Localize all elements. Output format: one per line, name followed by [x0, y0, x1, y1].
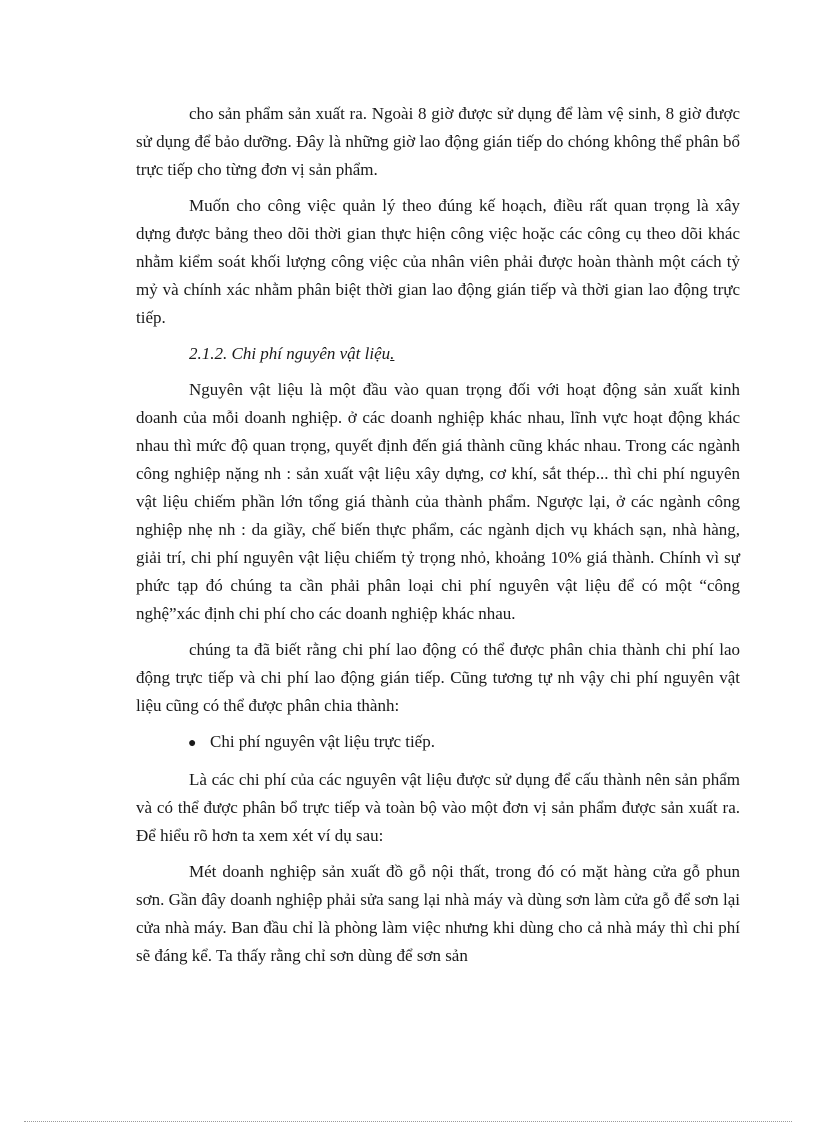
document-page [136, 100, 740, 978]
section-heading [136, 340, 740, 368]
bullet-list [136, 728, 740, 758]
paragraph-4: chúng ta đã biết rằng chi phí lao động có thể được phân chia thành chi phí lao động trực tiếp và chi phí lao động gián tiếp. Cũng tương tự nh vậy chi phí nguyên vật liệu cũng có thể được phân chia thành: [136, 640, 740, 715]
page-border-line [24, 1121, 792, 1122]
paragraph-6: Mét doanh nghiệp sản xuất đồ gỗ nội thất, trong đó có mặt hàng cửa gỗ phun sơn. Gần đây doanh nghiệp phải sửa sang lại nhà máy và dùng sơn làm cửa gỗ để sơn lại cửa nhà máy. Ban đầu chỉ là phòng làm việc nhưng khi dùng cho cả nhà máy thì chi phí sẽ đáng kể. Ta thấy rằng chỉ sơn dùng để sơn sản [136, 862, 740, 965]
section-heading-dot: . [390, 344, 395, 363]
bullet-icon: ● [188, 736, 197, 751]
paragraph-1: cho sản phẩm sản xuất ra. Ngoài 8 giờ được sử dụng để làm vệ sinh, 8 giờ được sử dụng để bảo dưỡng. Đây là những giờ lao động gián tiếp do chóng không thể phân bổ trực tiếp cho từng đơn vị sản phẩm. [136, 104, 740, 179]
paragraph-5: Là các chi phí của các nguyên vật liệu được sử dụng để cấu thành nên sản phẩm và có thể được phân bổ trực tiếp và toàn bộ vào một đơn vị sản phẩm được sản xuất ra. Để hiểu rõ hơn ta xem xét ví dụ sau: [136, 770, 740, 845]
paragraph-2: Muốn cho công việc quản lý theo đúng kế hoạch, điều rất quan trọng là xây dựng được bảng theo dõi thời gian thực hiện công việc hoặc các công cụ theo dõi khác nhằm kiểm soát khối lượng công việc của nhân viên phải được hoàn thành một cách tỷ mỷ và chính xác nhằm phân biệt thời gian lao động gián tiếp và thời gian lao động trực tiếp. [136, 196, 740, 327]
section-heading-text: 2.1.2. Chi phí nguyên vật liệu [189, 344, 391, 363]
paragraph-3: Nguyên vật liệu là một đầu vào quan trọng đối với hoạt động sản xuất kinh doanh của mỗi doanh nghiệp. ở các doanh nghiệp khác nhau, lĩnh vực hoạt động khác nhau thì mức độ quan trọng, quyết định đến giá thành cũng khác nhau. Trong các ngành công nghiệp nặng nh : sản xuất vật liệu xây dựng, cơ khí, sắt thép... thì chi phí nguyên vật liệu chiếm phần lớn tổng giá thành của thành phẩm. Ngược lại, ở các ngành công nghiệp nhẹ nh : da giầy, chế biến thực phẩm, các ngành dịch vụ khách sạn, nhà hàng, giải trí, chi phí nguyên vật liệu chiếm tỷ trọng nhỏ, khoảng 10% giá thành. Chính vì sự phức tạp đó chúng ta cần phải phân loại chi phí nguyên vật liệu để có một “công nghệ”xác định chi phí cho các doanh nghiệp khác nhau. [136, 380, 740, 623]
bullet-text: Chi phí nguyên vật liệu trực tiếp. [210, 732, 435, 751]
list-item [136, 728, 740, 758]
